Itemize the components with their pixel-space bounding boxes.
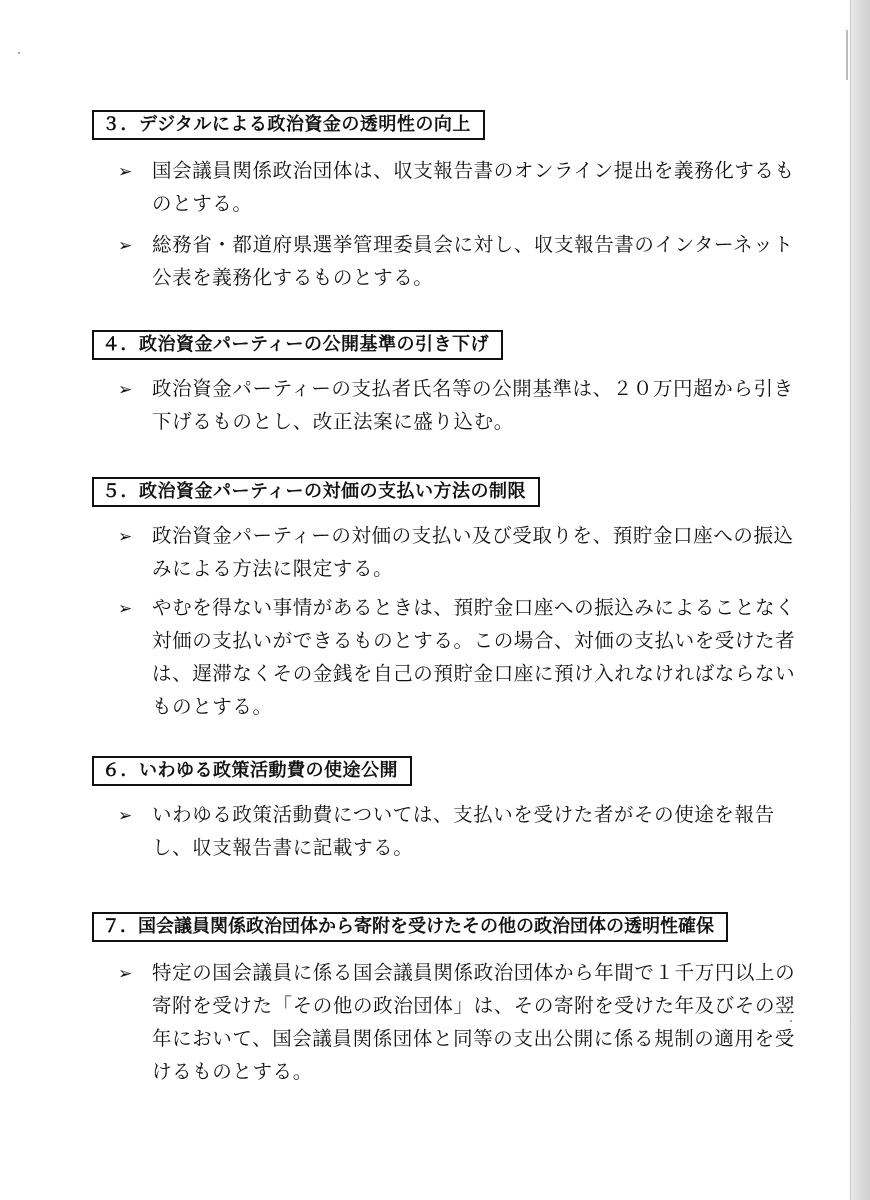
arrow-bullet-icon: ➢ (118, 599, 133, 619)
item-text: 政治資金パーティーの支払者氏名等の公開基準は、２０万円超から引き下げるものとし、改正法案に盛り込む。 (152, 377, 794, 433)
item-text: やむを得ない事情があるときは、預貯金口座への振込みによることなく対価の支払いができるものとする。この場合、対価の支払いを受けた者は、遅滞なくその金銭を自己の預貯金口座に預け入れなければならないものとする。 (152, 596, 796, 718)
section-heading: ４．政治資金パーティーの公開基準の引き下げ (92, 330, 503, 360)
item-text: いわゆる政策活動費については、支払いを受けた者がその使途を報告し、収支報告書に記載する。 (152, 803, 775, 859)
item-text: 政治資金パーティーの対価の支払い及び受取りを、預貯金口座への振込みによる方法に限定する。 (152, 524, 794, 580)
arrow-bullet-icon: ➢ (118, 162, 133, 182)
section-heading: ３．デジタルによる政治資金の透明性の向上 (92, 110, 485, 140)
scan-speck (18, 52, 20, 54)
arrow-bullet-icon: ➢ (118, 806, 133, 826)
arrow-bullet-icon: ➢ (118, 380, 133, 400)
arrow-bullet-icon: ➢ (118, 527, 133, 547)
section-heading: ６．いわゆる政策活動費の使途公開 (92, 756, 412, 786)
item-text: 特定の国会議員に係る国会議員関係政治団体から年間で１千万円以上の寄附を受けた「その他の政治団体」は、その寄附を受けた年及びその翌年において、国会議員関係団体と同等の支出公開に係る規制の適用を受けるものとする。 (152, 961, 796, 1083)
section-heading: ５．政治資金パーティーの対価の支払い方法の制限 (92, 477, 540, 507)
page-edge-shadow (850, 0, 870, 1200)
arrow-bullet-icon: ➢ (118, 964, 133, 984)
item-text: 総務省・都道府県選挙管理委員会に対し、収支報告書のインターネット公表を義務化するものとする。 (152, 233, 794, 289)
scan-speck (846, 30, 848, 80)
section-heading: ７．国会議員関係政治団体から寄附を受けたその他の政治団体の透明性確保 (92, 912, 728, 942)
arrow-bullet-icon: ➢ (118, 236, 133, 256)
item-text: 国会議員関係政治団体は、収支報告書のオンライン提出を義務化するものとする。 (152, 159, 795, 215)
